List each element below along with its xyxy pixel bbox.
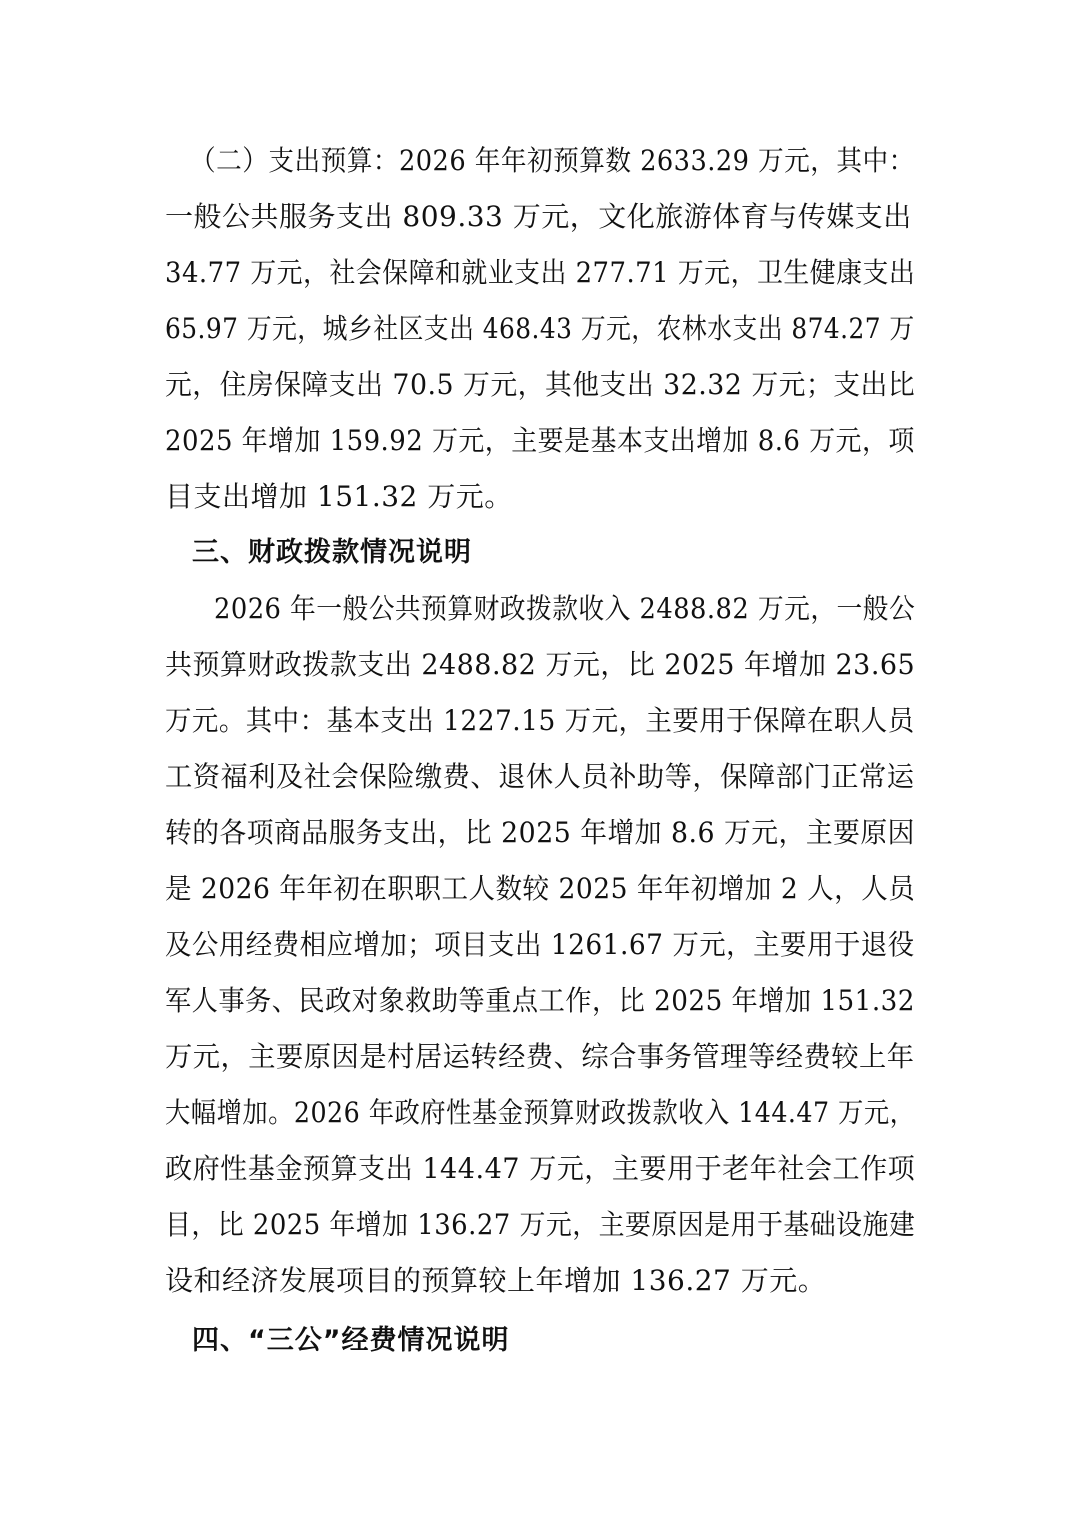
paragraph-line: 2026 年一般公共预算财政拨款收入 2488.82 万元，一般公 [214,592,916,625]
paragraph-line: 目，比 2025 年增加 136.27 万元，主要原因是用于基础设施建 [165,1208,916,1241]
paragraph-line: 大幅增加。2026 年政府性基金预算财政拨款收入 144.47 万元， [165,1096,916,1129]
paragraph-line: 工资福利及社会保险缴费、退休人员补助等，保障部门正常运 [165,760,915,793]
paragraph-line: 万元，主要原因是村居运转经费、综合事务管理等经费较上年 [165,1040,915,1073]
paragraph-line: （二）支出预算：2026 年年初预算数 2633.29 万元，其中： [190,144,915,177]
paragraph-line: 目支出增加 151.32 万元。 [165,480,513,513]
paragraph-line: 转的各项商品服务支出，比 2025 年增加 8.6 万元，主要原因 [165,816,915,849]
paragraph-line: 设和经济发展项目的预算较上年增加 136.27 万元。 [165,1264,827,1297]
paragraph-line: 是 2026 年年初在职职工人数较 2025 年年初增加 2 人，人员 [165,872,916,905]
paragraph-line: 2025 年增加 159.92 万元，主要是基本支出增加 8.6 万元，项 [165,424,915,457]
section-heading: 三、财政拨款情况说明 [192,537,472,568]
paragraph-line: 政府性基金预算支出 144.47 万元，主要用于老年社会工作项 [165,1152,916,1185]
paragraph-line: 65.97 万元，城乡社区支出 468.43 万元，农林水支出 874.27 万 [165,312,915,345]
paragraph-line: 一般公共服务支出 809.33 万元，文化旅游体育与传媒支出 [165,200,912,233]
paragraph-line: 及公用经费相应增加；项目支出 1261.67 万元，主要用于退役 [165,928,915,961]
paragraph-line: 34.77 万元，社会保障和就业支出 277.71 万元，卫生健康支出 [165,256,916,289]
paragraph-line: 元，住房保障支出 70.5 万元，其他支出 32.32 万元；支出比 [165,368,916,401]
paragraph-line: 共预算财政拨款支出 2488.82 万元，比 2025 年增加 23.65 [165,648,916,681]
section-heading: 四、“三公”经费情况说明 [192,1325,510,1356]
paragraph-line: 万元。其中：基本支出 1227.15 万元，主要用于保障在职人员 [165,704,915,737]
paragraph-line: 军人事务、民政对象救助等重点工作，比 2025 年增加 151.32 [165,984,915,1017]
